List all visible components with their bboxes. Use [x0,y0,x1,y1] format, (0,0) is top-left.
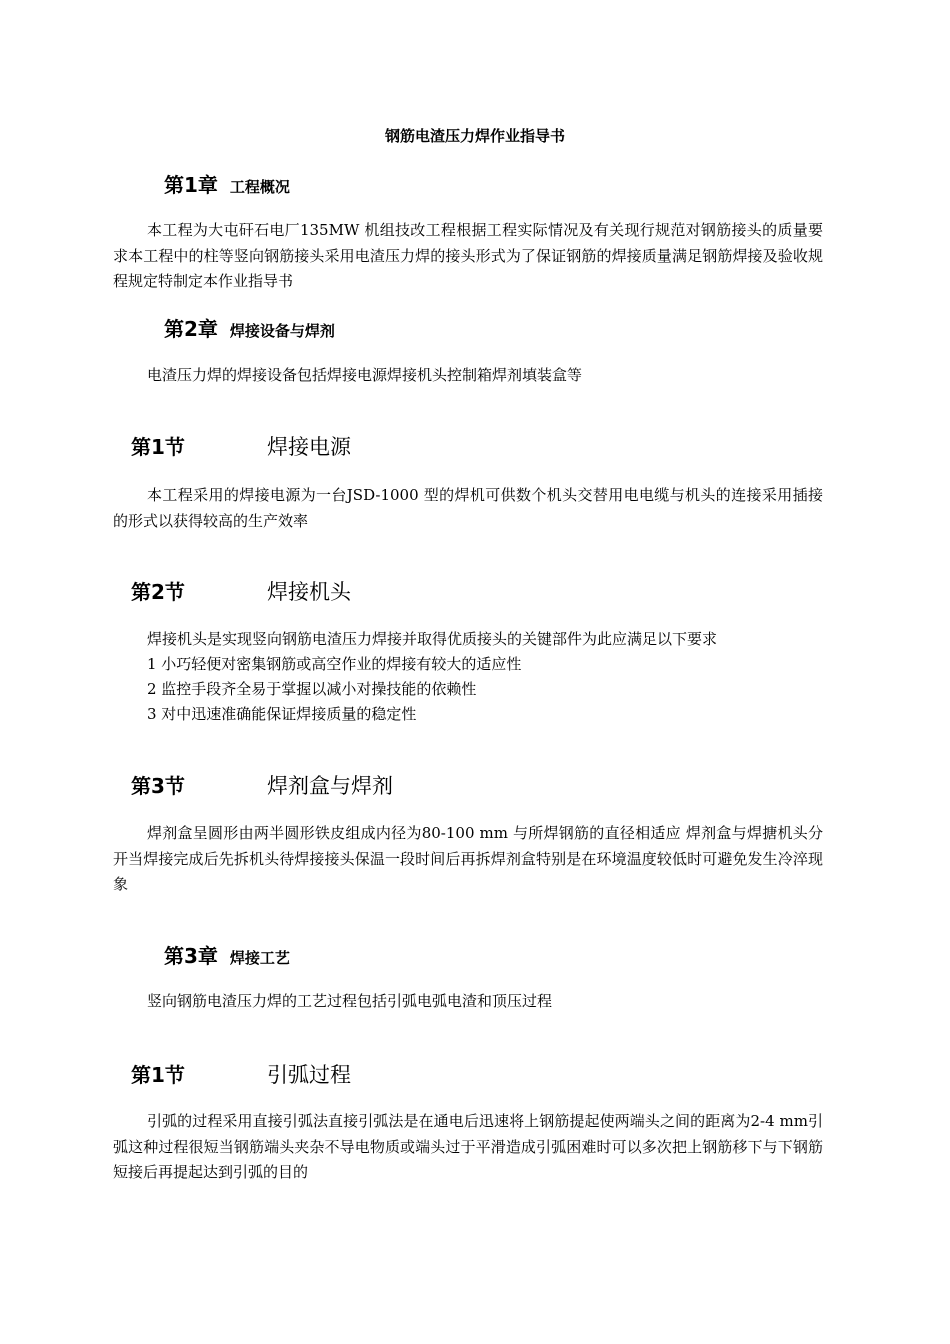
section-number: 第1节 [131,435,185,459]
chapter-1-paragraph: 本工程为大屯矸石电厂135MW 机组技改工程根据工程实际情况及有关现行规范对钢筋接头的质量要求本工程中的柱等竖向钢筋接头采用电渣压力焊的接头形式为了保证钢筋的焊接质量满足钢筋焊接及验收规程规定特制定本作业指导书 [113,221,823,290]
section-2-1-paragraph: 本工程采用的焊接电源为一台JSD-1000 型的焊机可供数个机头交替用电电缆与机头的连接采用插接的形式以获得较高的生产效率 [113,486,823,530]
chapter-name: 焊接工艺 [229,949,290,967]
section-number: 第1节 [131,1063,185,1087]
section-2-3-paragraph: 焊剂盒呈圆形由两半圆形铁皮组成内径为80-100 mm 与所焊钢筋的直径相适应 焊剂盒与焊搪机头分开当焊接完成后先拆机头待焊接接头保温一段时间后再拆焊剂盒特别是在环境温度较低时可避免发生冷淬现象 [113,824,823,893]
document-title: 钢筋电渣压力焊作业指导书 [384,127,565,145]
list-item: 3 对中迅速准确能保证焊接质量的稳定性 [147,705,417,723]
chapter-number: 第3章 [164,944,218,968]
chapter-1-heading [164,172,290,200]
list-item: 2 监控手段齐全易于掌握以减小对操技能的依赖性 [147,680,477,698]
chapter-number: 第2章 [164,317,218,341]
chapter-number: 第1章 [164,173,218,197]
section-2-2-paragraph: 焊接机头是实现竖向钢筋电渣压力焊接并取得优质接头的关键部件为此应满足以下要求 [147,630,718,648]
chapter-name: 焊接设备与焊剂 [229,322,335,340]
chapter-2-paragraph: 电渣压力焊的焊接设备包括焊接电源焊接机头控制箱焊剂填装盒等 [147,366,583,384]
section-number: 第3节 [131,774,185,798]
list-item: 1 小巧轻便对密集钢筋或高空作业的焊接有较大的适应性 [147,655,522,673]
section-2-2-heading [131,578,351,606]
section-2-1-heading [131,433,351,461]
section-name: 焊接机头 [267,580,351,604]
section-3-1-paragraph: 引弧的过程采用直接引弧法直接引弧法是在通电后迅速将上钢筋提起使两端头之间的距离为2-4 mm引弧这种过程很短当钢筋端头夹杂不导电物质或端头过于平滑造成引弧困难时可以多次把上钢筋移下与下钢筋短接后再提起达到引弧的目的 [113,1112,823,1181]
section-3-1-heading [131,1061,351,1089]
chapter-2-heading [164,316,335,344]
chapter-3-heading [164,943,290,971]
section-name: 引弧过程 [267,1063,351,1087]
chapter-3-paragraph: 竖向钢筋电渣压力焊的工艺过程包括引弧电弧电渣和顶压过程 [147,992,553,1010]
section-name: 焊剂盒与焊剂 [267,774,393,798]
section-name: 焊接电源 [267,435,351,459]
chapter-name: 工程概况 [229,178,290,196]
section-2-3-heading [131,772,393,800]
section-number: 第2节 [131,580,185,604]
